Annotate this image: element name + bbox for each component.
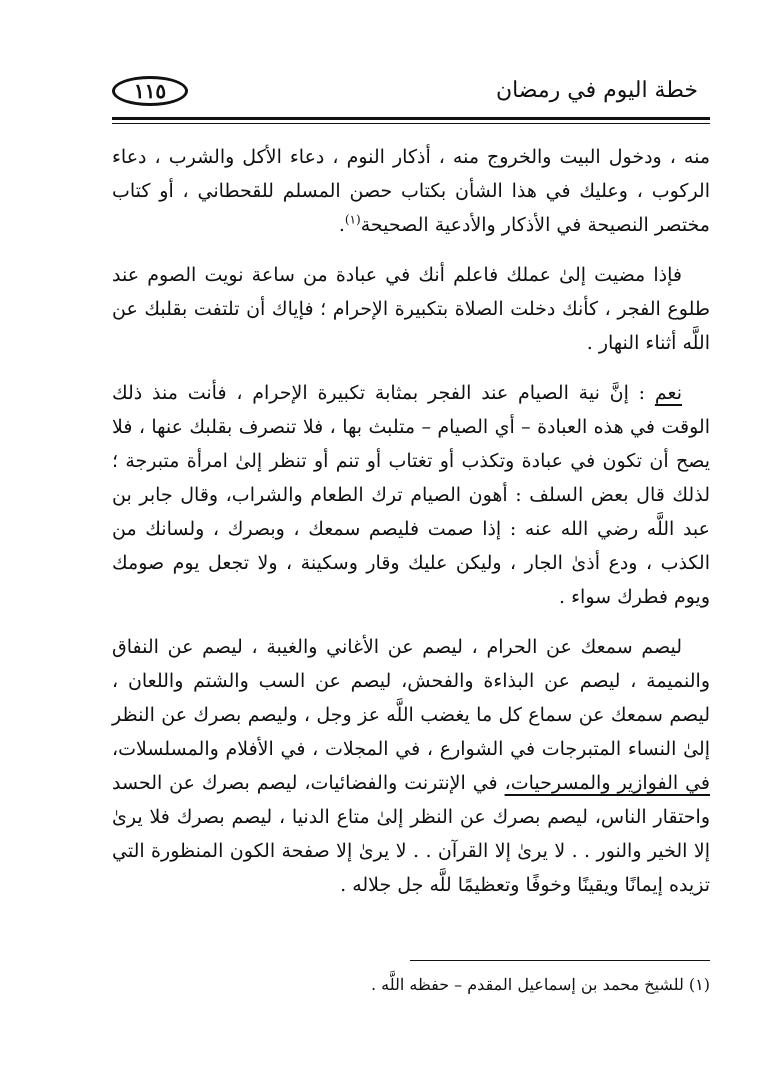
header-rule-thin [112, 123, 710, 124]
paragraph-4-text-after: في الإنترنت والفضائيات، ليصم بصرك عن الحسد واحتقار الناس، ليصم بصرك عن النظر إلىٰ متاع الدنيا ، ليصم بصرك فلا يرىٰ إلا الخير والنور . . لا يرىٰ إلا القرآن . . لا يرىٰ إلا صفحة الكون المنظورة التي تزيده إيمانًا ويقينًا وخوفًا وتعظيمًا للَّه جل جلاله . [112, 772, 710, 896]
footnote-ref: (١) [344, 212, 361, 227]
paragraph-2: فإذا مضيت إلىٰ عملك فاعلم أنك في عبادة من ساعة نويت الصوم عند طلوع الفجر ، كأنك دخلت الصلاة بتكبيرة الإحرام ؛ فإياك أن تلتفت بقلبك عن اللَّه أثناء النهار . [112, 264, 710, 354]
paragraph-4-text-before: ليصم سمعك عن الحرام ، ليصم عن الأغاني والغيبة ، ليصم عن النفاق والنميمة ، ليصم عن البذاءة والفحش، ليصم عن السب والشتم واللعان ، ليصم سمعك عن سماع كل ما يغضب اللَّه عز وجل ، وليصم بصرك عن النظر إلىٰ النساء المتبرجات في الشوارع ، في المجلات ، في الأفلام والمسلسلات، [112, 636, 710, 760]
paragraph-1 [112, 140, 710, 242]
footnote-rule [410, 960, 710, 961]
running-title: خطة اليوم في رمضان [495, 78, 698, 103]
paragraph-4 [112, 630, 710, 902]
header-rule-thick [112, 117, 710, 120]
page-number-badge [112, 76, 188, 106]
paragraph-3-lead: نعم [654, 382, 682, 404]
paragraph-1-text: منه ، ودخول البيت والخروج منه ، أذكار النوم ، دعاء الأكل والشرب ، دعاء الركوب ، وعليك في هذا الشأن بكتاب حصن المسلم للقحطاني ، أو كتاب مختصر النصيحة في الأذكار والأدعية الصحيحة [112, 146, 710, 236]
body-text [112, 140, 710, 918]
paragraph-1-tail: . [338, 214, 345, 236]
paragraph-3-text: : إنَّ نية الصيام عند الفجر بمثابة تكبيرة الإحرام ، فأنت منذ ذلك الوقت في هذه العبادة – أي الصيام – متلبث بها ، فلا تنصرف بقلبك عنها ، فلا يصح أن تكون في عبادة وتكذب أو تغتاب أو تنم أو تنظر إلىٰ امرأة متبرجة ؛ لذلك قال بعض السلف : أهون الصيام ترك الطعام والشراب، وقال جابر بن عبد اللَّه رضي الله عنه : إذا صمت فليصم سمعك ، وبصرك ، ولسانك من الكذب ، ودع أذىٰ الجار ، وليكن عليك وقار وسكينة ، ولا تجعل يوم صومك ويوم فطرك سواء . [112, 382, 710, 608]
paragraph-3 [112, 376, 710, 614]
page-number: ١١٥ [133, 79, 167, 103]
paragraph-4-underlined: في الفوازير والمسرحيات، [504, 772, 711, 794]
footnote-1: (١) للشيخ محمد بن إسماعيل المقدم – حفظه اللَّه . [370, 975, 710, 994]
